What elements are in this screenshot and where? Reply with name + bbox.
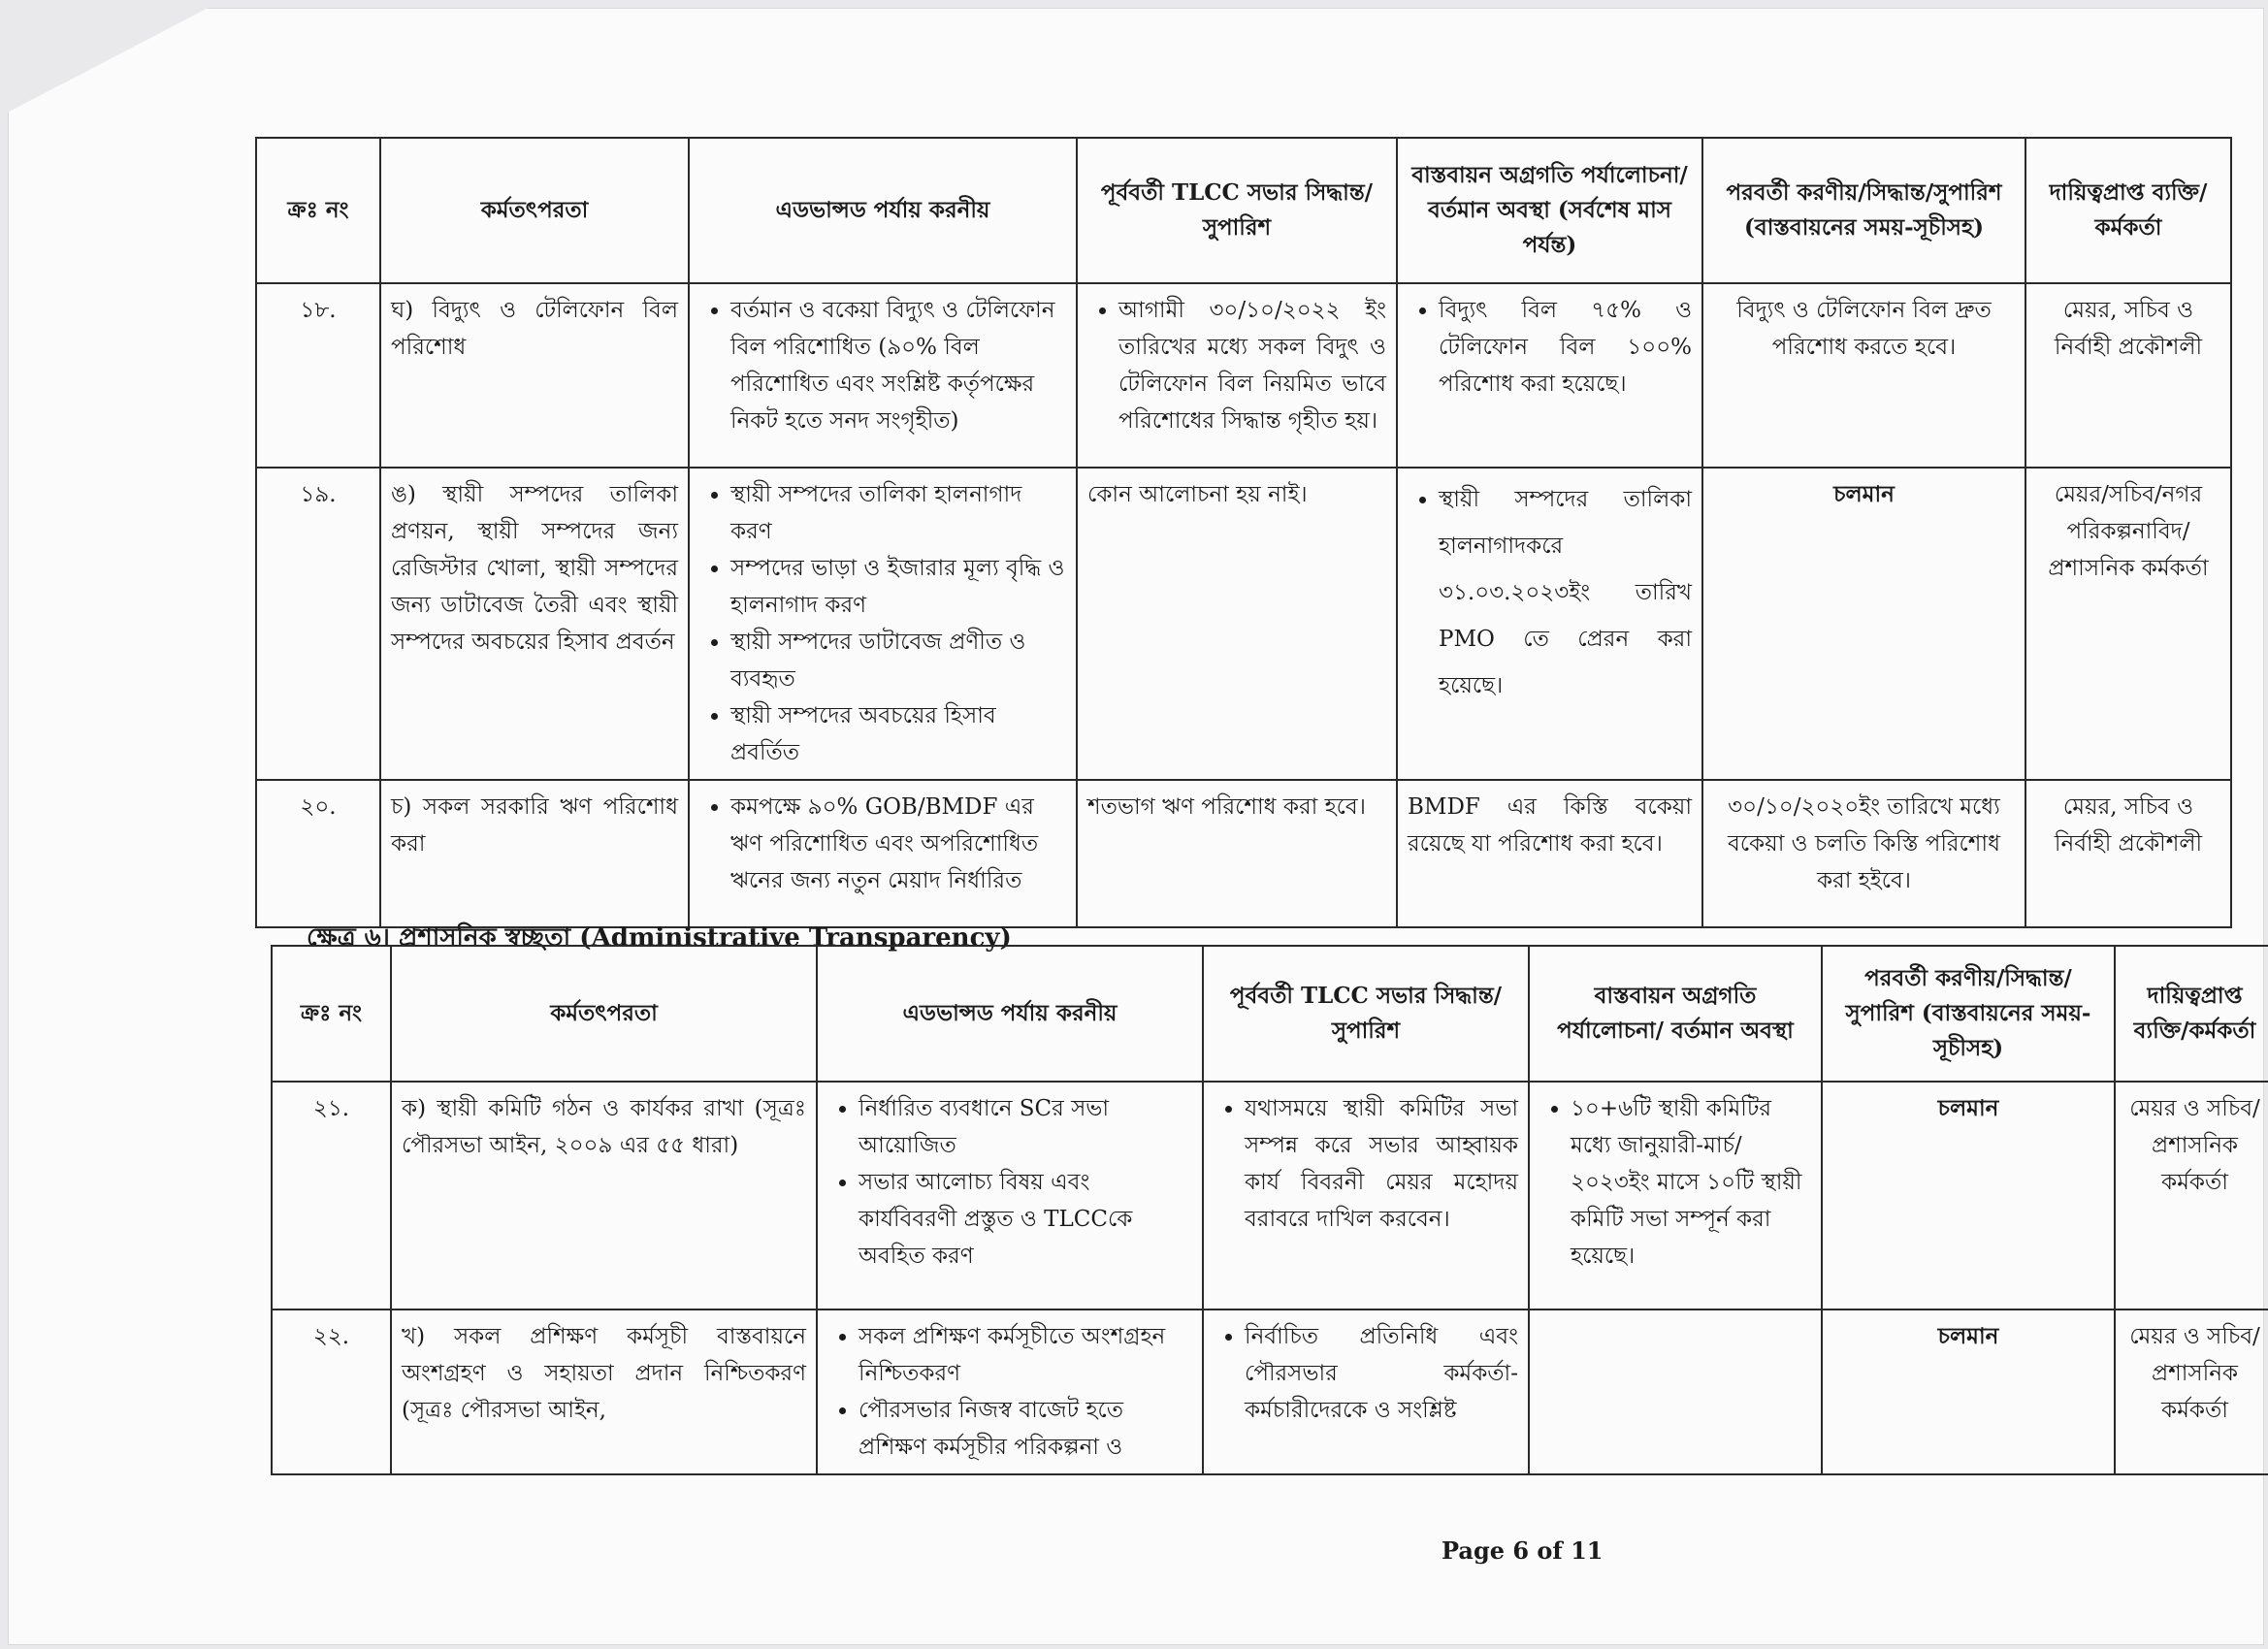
action-plan-table-2	[271, 945, 2268, 1475]
header-serial: ক্রঃ নং	[256, 138, 380, 283]
status-cell	[1397, 283, 1702, 468]
table-header-row	[256, 138, 2231, 283]
previous-cell	[1203, 1310, 1529, 1474]
activity-cell: ক) স্থায়ী কমিটি গঠন ও কার্যকর রাখা (সূত্রঃ পৌরসভা আইন, ২০০৯ এর ৫৫ ধারা)	[391, 1082, 817, 1310]
header-serial: ক্রঃ নং	[272, 946, 391, 1082]
list-item: • যথাসময়ে স্থায়ী কমিটির সভা সম্পন্ন করে সভার আহ্বায়ক কার্য বিবরনী মেয়র মহোদয় বরাবরে দাখিল করবেন।	[1245, 1090, 1518, 1238]
serial-cell: ২২.	[272, 1310, 391, 1474]
header-next-action: পরবর্তী করণীয়/সিদ্ধান্ত/সুপারিশ (বাস্তবায়নের সময়-সূচীসহ)	[1702, 138, 2025, 283]
header-previous-decision: পূর্ববর্তী TLCC সভার সিদ্ধান্ত/সুপারিশ	[1077, 138, 1397, 283]
list-item: • স্থায়ী সম্পদের ডাটাবেজ প্রণীত ও ব্যবহৃত	[730, 624, 1066, 697]
advanced-cell	[817, 1310, 1203, 1474]
status-cell	[1529, 1082, 1822, 1310]
table-row	[256, 780, 2231, 927]
document-page	[8, 8, 2264, 1645]
previous-cell	[1077, 283, 1397, 468]
serial-cell: ১৮.	[256, 283, 380, 468]
previous-cell: কোন আলোচনা হয় নাই।	[1077, 468, 1397, 780]
list-item: • বর্তমান ও বকেয়া বিদ্যুৎ ও টেলিফোন বিল পরিশোধিত (৯০% বিল পরিশোধিত এবং সংশ্লিষ্ট কর্তৃপক্ষের নিকট হতে সনদ সংগৃহীত)	[730, 292, 1066, 439]
header-progress-status: বাস্তবায়ন অগ্রগতি পর্যালোচনা/ বর্তমান অবস্থা (সর্বশেষ মাস পর্যন্ত)	[1397, 138, 1702, 283]
list-item: • কমপক্ষে ৯০% GOB/BMDF এর ঋণ পরিশোধিত এবং অপরিশোধিত ঋনের জন্য নতুন মেয়াদ নির্ধারিত	[730, 789, 1066, 899]
list-item: • নির্বাচিত প্রতিনিধি এবং পৌরসভার কর্মকর্তা-কর্মচারীদেরকে ও সংশ্লিষ্ট	[1245, 1318, 1518, 1429]
list-item: • স্থায়ী সম্পদের অবচয়ের হিসাব প্রবর্তিত	[730, 697, 1066, 771]
previous-cell: শতভাগ ঋণ পরিশোধ করা হবে।	[1077, 780, 1397, 927]
advanced-cell	[689, 780, 1077, 927]
header-next-action: পরবর্তী করণীয়/সিদ্ধান্ত/সুপারিশ (বাস্তবায়নের সময়-সূচীসহ)	[1822, 946, 2115, 1082]
list-item: • সভার আলোচ্য বিষয় এবং কার্যবিবরণী প্রস্তুত ও TLCCকে অবহিত করণ	[859, 1164, 1192, 1275]
next-action-cell: বিদ্যুৎ ও টেলিফোন বিল দ্রুত পরিশোধ করতে হবে।	[1702, 283, 2025, 468]
list-item: • সম্পদের ভাড়া ও ইজারার মূল্য বৃদ্ধি ও হালনাগাদ করণ	[730, 550, 1066, 624]
list-item: • ১০+৬টি স্থায়ী কমিটির মধ্যে জানুয়ারী-মার্চ/২০২৩ইং মাসে ১০টি স্থায়ী কমিটি সভা সম্পূর্ন করা হয়েছে।	[1571, 1090, 1811, 1275]
table-row	[272, 1310, 2268, 1474]
header-responsible: দায়িত্বপ্রাপ্ত ব্যক্তি/কর্মকর্তা	[2115, 946, 2268, 1082]
next-action-cell: ৩০/১০/২০২০ইং তারিখে মধ্যে বকেয়া ও চলতি কিস্তি পরিশোধ করা হইবে।	[1702, 780, 2025, 927]
list-item: • আগামী ৩০/১০/২০২২ ইং তারিখের মধ্যে সকল বিদুৎ ও টেলিফোন বিল নিয়মিত ভাবে পরিশোধের সিদ্ধান্ত গৃহীত হয়।	[1118, 292, 1386, 439]
responsible-cell: মেয়র ও সচিব/প্রশাসনিক কর্মকর্তা	[2115, 1082, 2268, 1310]
table-row	[272, 1082, 2268, 1310]
header-advanced-tasks: এডভান্সড পর্যায় করনীয়	[689, 138, 1077, 283]
list-item: • স্থায়ী সম্পদের তালিকা হালনাগাদ করণ	[730, 476, 1066, 550]
header-previous-decision: পূর্ববর্তী TLCC সভার সিদ্ধান্ত/সুপারিশ	[1203, 946, 1529, 1082]
serial-cell: ১৯.	[256, 468, 380, 780]
activity-cell: খ) সকল প্রশিক্ষণ কর্মসূচী বাস্তবায়নে অংশগ্রহণ ও সহায়তা প্রদান নিশ্চিতকরণ (সূত্রঃ পৌরসভা আইন,	[391, 1310, 817, 1474]
advanced-cell	[689, 283, 1077, 468]
header-responsible: দায়িত্বপ্রাপ্ত ব্যক্তি/কর্মকর্তা	[2025, 138, 2231, 283]
table-row	[256, 468, 2231, 780]
serial-cell: ২০.	[256, 780, 380, 927]
advanced-cell	[689, 468, 1077, 780]
status-cell	[1529, 1310, 1822, 1474]
advanced-cell	[817, 1082, 1203, 1310]
list-item: • পৌরসভার নিজস্ব বাজেট হতে প্রশিক্ষণ কর্মসূচীর পরিকল্পনা ও	[859, 1392, 1192, 1466]
responsible-cell: মেয়র/সচিব/নগর পরিকল্পনাবিদ/প্রশাসনিক কর্মকর্তা	[2025, 468, 2231, 780]
list-item: • স্থায়ী সম্পদের তালিকা হালনাগাদকরে ৩১.০৩.২০২৩ইং তারিখ PMO তে প্রেরন করা হয়েছে।	[1439, 476, 1692, 709]
previous-cell	[1203, 1082, 1529, 1310]
table-header-row	[272, 946, 2268, 1082]
header-activity: কর্মতৎপরতা	[380, 138, 689, 283]
next-action-cell: চলমান	[1822, 1310, 2115, 1474]
next-action-cell: চলমান	[1822, 1082, 2115, 1310]
activity-cell: চ) সকল সরকারি ঋণ পরিশোধ করা	[380, 780, 689, 927]
next-action-cell: চলমান	[1702, 468, 2025, 780]
responsible-cell: মেয়র ও সচিব/প্রশাসনিক কর্মকর্তা	[2115, 1310, 2268, 1474]
list-item: • নির্ধারিত ব্যবধানে SCর সভা আয়োজিত	[859, 1090, 1192, 1164]
activity-cell: ঙ) স্থায়ী সম্পদের তালিকা প্রণয়ন, স্থায়ী সম্পদের জন্য রেজিস্টার খোলা, স্থায়ী সম্পদের জন্য ডাটাবেজ তৈরী এবং স্থায়ী সম্পদের অবচয়ের হিসাব প্রবর্তন	[380, 468, 689, 780]
header-activity: কর্মতৎপরতা	[391, 946, 817, 1082]
page-number: Page 6 of 11	[1442, 1536, 1604, 1565]
serial-cell: ২১.	[272, 1082, 391, 1310]
list-item: • সকল প্রশিক্ষণ কর্মসূচীতে অংশগ্রহন নিশ্চিতকরণ	[859, 1318, 1192, 1392]
activity-cell: ঘ) বিদ্যুৎ ও টেলিফোন বিল পরিশোধ	[380, 283, 689, 468]
list-item: • বিদ্যুৎ বিল ৭৫% ও টেলিফোন বিল ১০০% পরিশোধ করা হয়েছে।	[1439, 292, 1692, 403]
section-title: ক্ষেত্র ৬। প্রশাসনিক স্বচ্ছতা (Administrative Transparency)	[307, 923, 1012, 953]
responsible-cell: মেয়র, সচিব ও নির্বাহী প্রকৌশলী	[2025, 780, 2231, 927]
status-cell	[1397, 468, 1702, 780]
header-progress-status: বাস্তবায়ন অগ্রগতি পর্যালোচনা/ বর্তমান অবস্থা	[1529, 946, 1822, 1082]
status-cell: BMDF এর কিস্তি বকেয়া রয়েছে যা পরিশোধ করা হবে।	[1397, 780, 1702, 927]
header-advanced-tasks: এডভান্সড পর্যায় করনীয়	[817, 946, 1203, 1082]
table-row	[256, 283, 2231, 468]
action-plan-table-1	[255, 137, 2232, 928]
responsible-cell: মেয়র, সচিব ও নির্বাহী প্রকৌশলী	[2025, 283, 2231, 468]
